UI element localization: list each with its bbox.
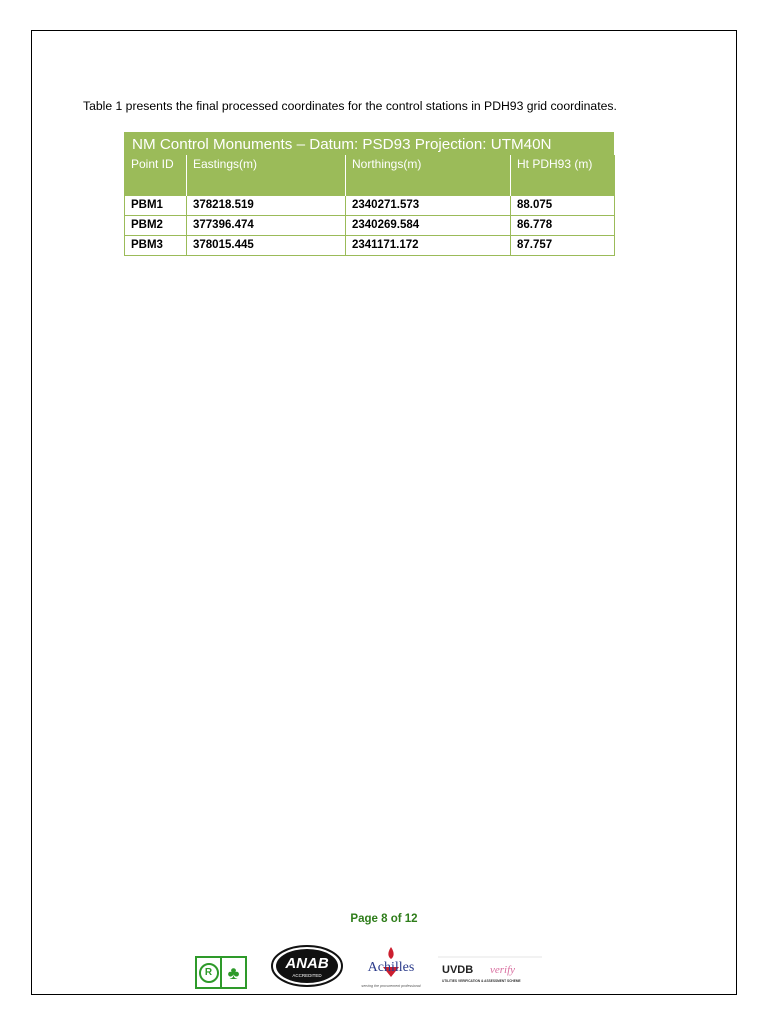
page-total: 12 <box>404 913 418 925</box>
cell-northing: 2340269.584 <box>346 215 511 235</box>
achilles-logo <box>357 943 425 991</box>
coordinates-table <box>124 155 615 256</box>
cell-easting: 378218.519 <box>187 195 346 215</box>
cell-point-id: PBM1 <box>125 195 187 215</box>
anab-text: ANAB <box>285 955 329 972</box>
header-height: Ht PDH93 (m) <box>511 155 615 195</box>
certification-logos <box>0 943 768 993</box>
cell-point-id: PBM3 <box>125 235 187 255</box>
cell-point-id: PBM2 <box>125 215 187 235</box>
green-certification-logo <box>195 956 247 989</box>
table-header-row <box>125 155 615 195</box>
page-current: 8 <box>381 913 388 925</box>
header-eastings: Eastings(m) <box>187 155 346 195</box>
intro-paragraph: Table 1 presents the final processed coordinates for the control stations in PDH93 grid coordinates. <box>83 99 617 113</box>
cell-easting: 377396.474 <box>187 215 346 235</box>
table-row <box>125 235 615 255</box>
table-row <box>125 215 615 235</box>
control-monuments-table <box>124 132 614 256</box>
header-point-id: Point ID <box>125 155 187 195</box>
page-prefix: Page <box>350 913 382 925</box>
uvdb-text: UVDB <box>442 964 474 976</box>
uvdb-verify-logo <box>438 955 542 989</box>
cell-height: 87.757 <box>511 235 615 255</box>
table-title: NM Control Monuments – Datum: PSD93 Projection: UTM40N <box>124 132 614 155</box>
page-number <box>0 913 768 925</box>
page-of: of <box>387 913 405 925</box>
uvdb-subtext: UTILITIES VERIFICATION & ASSESSMENT SCHEME <box>442 979 521 983</box>
cell-northing: 2341171.172 <box>346 235 511 255</box>
cell-easting: 378015.445 <box>187 235 346 255</box>
cell-height: 86.778 <box>511 215 615 235</box>
cell-height: 88.075 <box>511 195 615 215</box>
achilles-tagline: serving the procurement professional <box>361 984 421 988</box>
registered-mark-icon: R <box>199 963 219 983</box>
achilles-text: Achilles <box>367 960 415 975</box>
anab-subtext: ACCREDITED <box>292 973 322 978</box>
anab-logo <box>271 945 343 987</box>
table-row <box>125 195 615 215</box>
header-northings: Northings(m) <box>346 155 511 195</box>
cell-northing: 2340271.573 <box>346 195 511 215</box>
uvdb-verify-text: verify <box>490 964 516 976</box>
tree-icon: ♣ <box>227 962 240 983</box>
